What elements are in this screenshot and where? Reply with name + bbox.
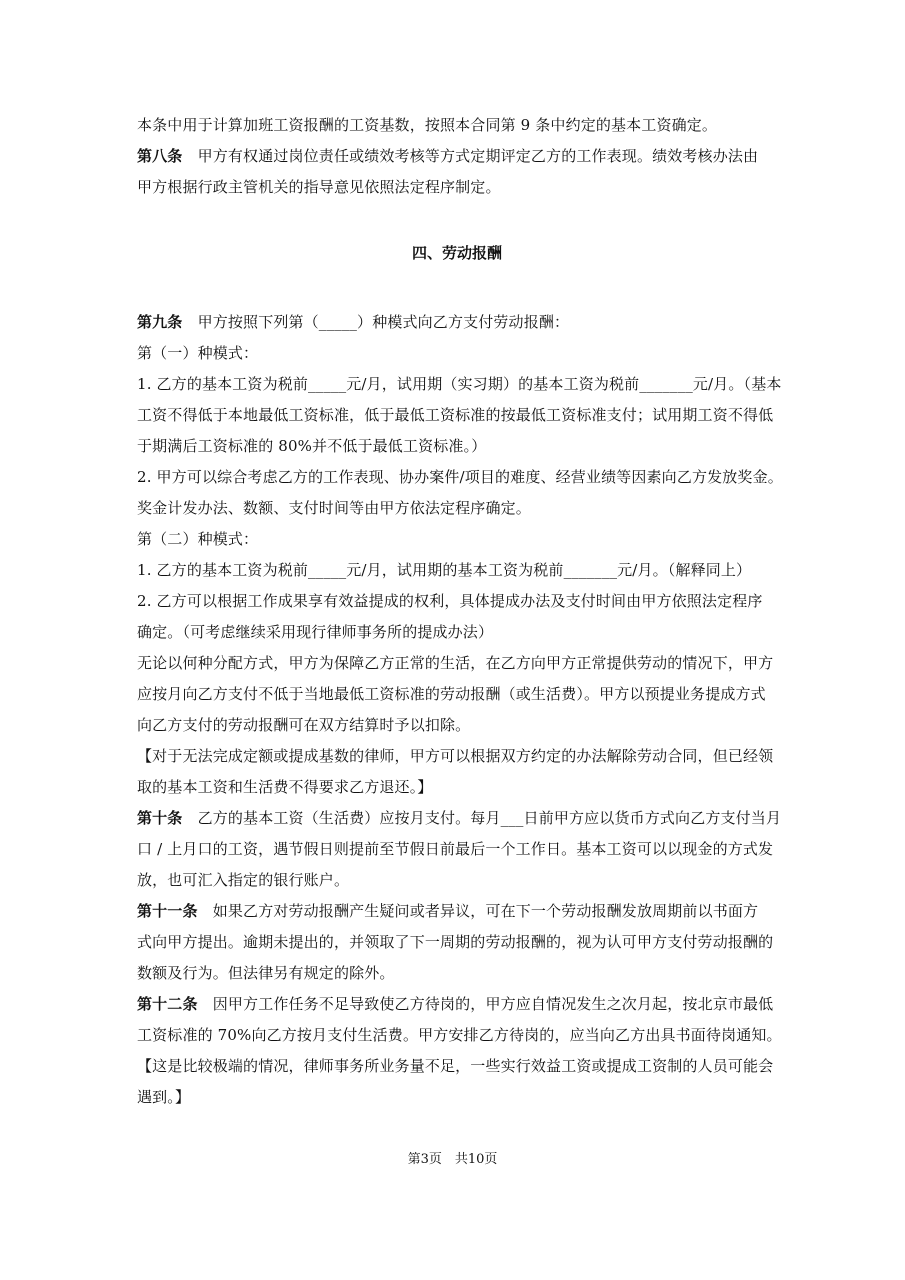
note-line: 【对于无法完成定额或提成基数的律师，甲方可以根据双方约定的办法解除劳动合同，但已经领 — [137, 747, 774, 765]
paragraph-line: 口 / 上月口的工资，遇节假日则提前至节假日前最后一个工作日。基本工资可以以现金的方式发 — [137, 840, 774, 858]
paragraph-line: 于期满后工资标准的 80%并不低于最低工资标准。） — [137, 437, 487, 455]
paragraph-line: 本条中用于计算加班工资报酬的工资基数，按照本合同第 9 条中约定的基本工资确定。 — [137, 116, 718, 134]
paragraph-line: 无论以何种分配方式，甲方为保障乙方正常的生活，在乙方向甲方正常提供劳动的情况下，甲方 — [137, 654, 774, 672]
article-text: 如果乙方对劳动报酬产生疑问或者异议，可在下一个劳动报酬发放周期前以书面方 — [197, 902, 759, 920]
article-9 — [137, 307, 777, 338]
paragraph-line: 确定。（可考虑继续采用现行律师事务所的提成办法） — [137, 623, 494, 641]
paragraph-line: 工资不得低于本地最低工资标准，低于最低工资标准的按最低工资标准支付；试用期工资不得低 — [137, 406, 774, 424]
note-line: 【这是比较极端的情况，律师事务所业务量不足，一些实行效益工资或提成工资制的人员可能会 — [137, 1057, 774, 1075]
article-8 — [137, 141, 777, 172]
paragraph-line: 2. 甲方可以综合考虑乙方的工作表现、协办案件/项目的难度、经营业绩等因素向乙方发放奖金。 — [137, 468, 783, 486]
article-12 — [137, 989, 777, 1020]
paragraph-line: 放，也可汇入指定的银行账户。 — [137, 871, 350, 889]
article-text: 甲方有权通过岗位责任或绩效考核等方式定期评定乙方的工作表现。绩效考核办法由 — [182, 147, 759, 165]
article-text: 乙方的基本工资（生活费）应按月支付。每月___日前甲方应以货币方式向乙方支付当月 — [182, 809, 782, 827]
article-11 — [137, 896, 777, 927]
article-heading: 第十一条 — [137, 902, 198, 920]
section-title: 四、劳动报酬 — [411, 244, 502, 262]
article-text: 因甲方工作任务不足导致使乙方待岗的，甲方应自情况发生之次月起，按北京市最低 — [197, 995, 774, 1013]
note-line: 取的基本工资和生活费不得要求乙方退还。】 — [137, 778, 433, 796]
paragraph-line: 1. 乙方的基本工资为税前_____元/月，试用期的基本工资为税前_______元/月。（解释同上） — [137, 561, 752, 579]
paragraph-line: 数额及行为。但法律另有规定的除外。 — [137, 964, 395, 982]
paragraph-line: 工资标准的 70%向乙方按月支付生活费。甲方安排乙方待岗的，应当向乙方出具书面待岗通知。 — [137, 1026, 782, 1044]
paragraph-line: 向乙方支付的劳动报酬可在双方结算时予以扣除。 — [137, 716, 471, 734]
paragraph-line: 1. 乙方的基本工资为税前_____元/月，试用期（实习期）的基本工资为税前_______元/月。（基本 — [137, 375, 782, 393]
note-line: 遇到。】 — [137, 1088, 191, 1106]
mode-title: 第（二）种模式： — [137, 530, 259, 548]
page-number-footer: 第3页 共10页 — [407, 1152, 498, 1167]
article-heading: 第十二条 — [137, 995, 198, 1013]
paragraph-line: 甲方根据行政主管机关的指导意见依照法定程序制定。 — [137, 178, 501, 196]
article-heading: 第十条 — [137, 809, 183, 827]
paragraph-line: 2. 乙方可以根据工作成果享有效益提成的权利，具体提成办法及支付时间由甲方依照法定程序 — [137, 592, 763, 610]
mode-title: 第（一）种模式： — [137, 344, 259, 362]
article-text: 甲方按照下列第（_____）种模式向乙方支付劳动报酬： — [182, 313, 570, 331]
article-heading: 第九条 — [137, 313, 183, 331]
paragraph-line: 式向甲方提出。逾期未提出的，并领取了下一周期的劳动报酬的，视为认可甲方支付劳动报酬的 — [137, 933, 774, 951]
article-10 — [137, 803, 782, 834]
article-heading: 第八条 — [137, 147, 183, 165]
document-body — [137, 110, 783, 1113]
paragraph-line: 应按月向乙方支付不低于当地最低工资标准的劳动报酬（或生活费）。甲方以预提业务提成方式 — [137, 685, 766, 703]
paragraph-line: 奖金计发办法、数额、支付时间等由甲方依法定程序确定。 — [137, 499, 531, 517]
